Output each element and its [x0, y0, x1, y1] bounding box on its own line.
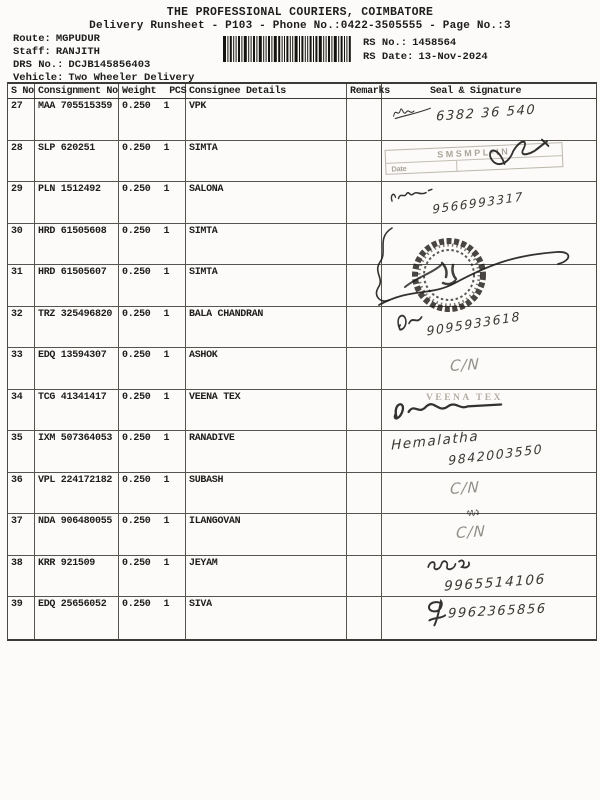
cell-seal-signature — [382, 556, 596, 597]
cell-remarks — [347, 141, 382, 182]
cell-sno: 35 — [8, 431, 35, 472]
cell-consignment: NDA 906480055 — [35, 514, 119, 555]
cell-consignee: SIMTA — [186, 265, 347, 306]
cell-consignee: ILANGOVAN — [186, 514, 347, 555]
table-row — [8, 182, 596, 224]
cn-mark: C/N — [455, 521, 487, 543]
cell-sno: 34 — [8, 390, 35, 431]
cell-sno: 30 — [8, 224, 35, 265]
info-label: Staff: — [13, 46, 51, 58]
cell-consignment: PLN 1512492 — [35, 182, 119, 223]
pcs-value: 1 — [163, 101, 170, 112]
weight-value: 0.250 — [122, 350, 151, 361]
document-subtitle: Delivery Runsheet - P103 - Phone No.:0422-3505555 - Page No.:3 — [89, 20, 511, 32]
cell-weight-pcs — [119, 431, 186, 472]
weight-value: 0.250 — [122, 474, 151, 486]
cell-seal-signature — [382, 265, 596, 306]
info-value: MGPUDUR — [55, 33, 100, 45]
column-header-pcs: PCS — [169, 86, 187, 97]
cell-remarks — [347, 431, 382, 472]
cell-remarks — [347, 556, 382, 597]
cell-weight-pcs — [119, 348, 186, 389]
cell-consignment: SLP 620251 — [35, 141, 119, 182]
signature-scrawl — [390, 309, 428, 333]
column-header-sno: S No — [8, 84, 35, 98]
weight-value: 0.250 — [122, 557, 151, 569]
cell-remarks — [347, 182, 382, 223]
weight-value: 0.250 — [122, 599, 151, 610]
cell-consignee: ASHOK — [186, 348, 347, 389]
pcs-value: 1 — [163, 516, 170, 527]
signature-scrawl — [424, 557, 480, 574]
weight-value: 0.250 — [122, 142, 151, 154]
cell-sno: 36 — [8, 473, 35, 514]
cell-sno: 38 — [8, 556, 35, 597]
info-block-left — [13, 33, 194, 85]
cell-consignee: JEYAM — [186, 556, 347, 597]
cell-consignment: IXM 507364053 — [35, 431, 119, 472]
cell-consignee: SALONA — [186, 182, 347, 223]
info-line-rsno — [363, 36, 488, 50]
cell-consignee: BALA CHANDRAN — [186, 307, 347, 348]
cell-consignment: TRZ 325496820 — [35, 307, 119, 348]
cell-seal-signature — [382, 428, 596, 472]
cell-weight-pcs — [119, 390, 186, 431]
signature-scrawl — [480, 137, 552, 171]
cell-sno: 39 — [8, 597, 35, 639]
cell-consignee: VPK — [186, 99, 347, 140]
cell-consignee: RANADIVE — [186, 431, 347, 472]
info-label: RS No.: — [363, 37, 408, 49]
cell-sno: 37 — [8, 514, 35, 555]
cn-mark: C/N — [449, 477, 481, 498]
cell-remarks — [347, 99, 382, 140]
cell-consignment: TCG 41341417 — [35, 390, 119, 431]
column-header-consignee: Consignee Details — [186, 84, 347, 98]
cn-mark: C/N — [449, 354, 481, 376]
cell-seal-signature — [382, 597, 596, 639]
info-value: 13-Nov-2024 — [418, 51, 488, 63]
handwritten-text: 6382 36 540 — [435, 102, 537, 125]
column-header-consignment: Consignment No — [35, 84, 119, 98]
signature-scrawl — [466, 508, 482, 518]
handwritten-text: 9095933618 — [426, 307, 522, 339]
info-block-right — [363, 36, 488, 64]
cell-consignment: KRR 921509 — [35, 556, 119, 597]
stamp-box-title: SMSMPL-IN — [386, 143, 562, 164]
cell-consignee: SIVA — [186, 597, 347, 639]
cell-consignee: SUBASH — [186, 473, 347, 514]
pcs-value: 1 — [163, 225, 170, 237]
info-line-drsno — [13, 59, 194, 72]
cell-weight-pcs — [119, 597, 186, 639]
cell-seal-signature — [382, 514, 596, 555]
weight-value: 0.250 — [122, 516, 151, 527]
info-value: DCJB145856403 — [68, 59, 151, 71]
cell-remarks — [347, 473, 382, 514]
cell-weight-pcs — [119, 514, 186, 555]
table-row — [8, 556, 596, 598]
consignment-table — [7, 82, 597, 641]
table-row — [8, 348, 596, 390]
faded-stamp-text: VEENA TEX — [426, 392, 503, 403]
cell-sno: 32 — [8, 307, 35, 348]
info-value: Two Wheeler Delivery — [68, 72, 195, 84]
info-line-rsdate — [363, 50, 488, 64]
pcs-value: 1 — [163, 391, 170, 403]
pcs-value: 1 — [163, 433, 170, 444]
pcs-value: 1 — [163, 557, 170, 569]
cell-weight-pcs — [119, 307, 186, 348]
cell-seal-signature — [382, 390, 596, 431]
info-label: Vehicle: — [13, 72, 64, 84]
weight-value: 0.250 — [122, 184, 151, 195]
cell-seal-signature — [382, 99, 596, 140]
weight-value: 0.250 — [122, 101, 151, 112]
cell-consignment: HRD 61505608 — [35, 224, 119, 265]
cell-seal-signature — [382, 473, 596, 514]
cell-remarks — [347, 514, 382, 555]
column-header-weight: Weight — [122, 86, 157, 97]
cell-consignment: HRD 61505607 — [35, 265, 119, 306]
cell-sno: 28 — [8, 141, 35, 182]
handwritten-text: 9965514106 — [443, 570, 547, 595]
cell-seal-signature — [382, 182, 596, 223]
signature-scrawl — [387, 398, 505, 424]
column-header-weight-pcs — [119, 84, 186, 98]
pcs-value: 1 — [163, 267, 170, 278]
column-header-seal: Seal & Signature — [430, 86, 522, 97]
signature-scrawl — [392, 104, 432, 120]
table-header-row — [8, 84, 596, 99]
pcs-value: 1 — [163, 308, 170, 320]
handwritten-text: 9842003550 — [448, 441, 544, 468]
info-value: 1458564 — [412, 37, 457, 49]
barcode-icon — [222, 35, 352, 63]
cell-remarks — [347, 348, 382, 389]
pcs-value: 1 — [163, 184, 170, 195]
cell-weight-pcs — [119, 473, 186, 514]
cell-consignment: EDQ 13594307 — [35, 348, 119, 389]
cell-sno: 27 — [8, 99, 35, 140]
pcs-value: 1 — [163, 142, 170, 154]
table-row — [8, 265, 596, 307]
cell-consignment: MAA 705515359 — [35, 99, 119, 140]
cell-consignee: SIMTA — [186, 224, 347, 265]
cell-consignment: EDQ 25656052 — [35, 597, 119, 639]
pcs-value: 1 — [163, 474, 170, 486]
cell-weight-pcs — [119, 265, 186, 306]
table-row — [8, 141, 596, 183]
cell-weight-pcs — [119, 99, 186, 140]
handwritten-text: 9566993317 — [432, 189, 525, 217]
weight-value: 0.250 — [122, 391, 151, 403]
table-row — [8, 597, 596, 639]
column-header-remarks: Remarks — [347, 84, 382, 98]
cell-sno: 31 — [8, 265, 35, 306]
table-row — [8, 514, 596, 556]
cell-consignee: VEENA TEX — [186, 390, 347, 431]
info-line-staff — [13, 46, 194, 59]
cell-consignee: SIMTA — [186, 141, 347, 182]
cell-seal-signature — [382, 348, 596, 389]
weight-value: 0.250 — [122, 308, 151, 320]
cell-seal-signature — [382, 141, 596, 182]
info-line-route — [13, 33, 194, 46]
info-label: Route: — [13, 33, 51, 45]
table-row — [8, 473, 596, 515]
cell-remarks — [347, 390, 382, 431]
document-title: THE PROFESSIONAL COURIERS, COIMBATORE — [166, 6, 434, 19]
cell-remarks — [347, 597, 382, 639]
handwritten-text: Hemalatha — [391, 428, 480, 454]
info-label: DRS No.: — [13, 59, 64, 71]
pcs-value: 1 — [163, 350, 170, 361]
cell-sno: 29 — [8, 182, 35, 223]
cell-weight-pcs — [119, 141, 186, 182]
cell-weight-pcs — [119, 224, 186, 265]
info-value: RANJITH — [55, 46, 100, 58]
table-row — [8, 390, 596, 432]
pcs-value: 1 — [163, 599, 170, 610]
weight-value: 0.250 — [122, 225, 151, 237]
cell-sno: 33 — [8, 348, 35, 389]
table-row — [8, 307, 596, 349]
weight-value: 0.250 — [122, 433, 151, 444]
cell-consignment: VPL 224172182 — [35, 473, 119, 514]
cell-weight-pcs — [119, 182, 186, 223]
cell-weight-pcs — [119, 556, 186, 597]
table-row — [8, 99, 596, 141]
round-stamp — [377, 225, 582, 320]
handwritten-text: 9962365856 — [447, 601, 548, 622]
weight-value: 0.250 — [122, 267, 151, 278]
table-row — [8, 428, 596, 473]
info-label: RS Date: — [363, 51, 414, 63]
stamp-box-date-label: Date — [391, 163, 407, 174]
